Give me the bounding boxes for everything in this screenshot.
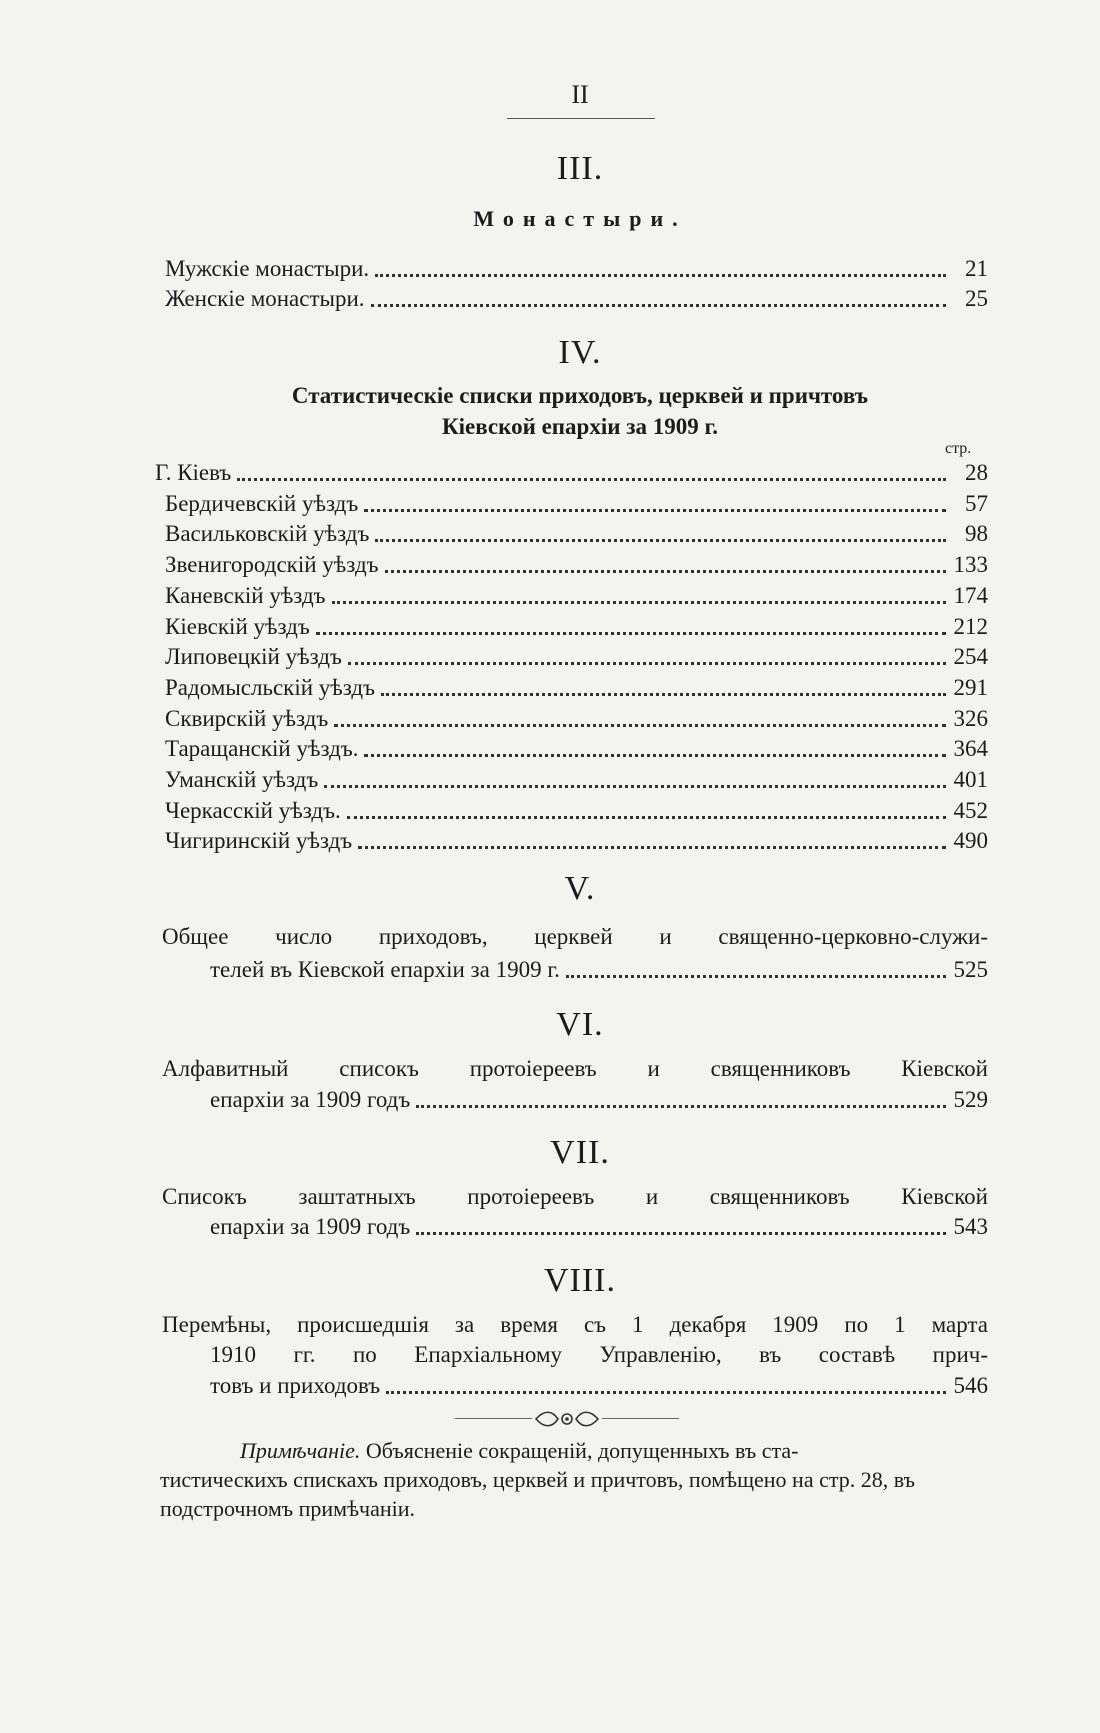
dot-leader — [385, 570, 946, 573]
toc-entry-page: 364 — [953, 736, 988, 761]
toc-entry-page: 174 — [953, 583, 988, 608]
toc-entry[interactable] — [165, 550, 988, 580]
section-viii-line2: 1910 гг. по Епархіальному Управленію, въ составѣ прич- — [210, 1342, 988, 1367]
dot-leader — [334, 724, 946, 727]
toc-entry[interactable] — [165, 489, 988, 519]
section-viii-line1: Перемѣны, происшедшія за время съ 1 декабря 1909 по 1 марта — [162, 1312, 988, 1337]
toc-entry-page: 525 — [953, 957, 988, 982]
section-iv-heading-line1: Статистическіе списки приходовъ, церквей и причтовъ — [291, 383, 869, 408]
section-iv-numeral: IV. — [558, 334, 602, 371]
toc-entry-page: 452 — [953, 798, 988, 823]
toc-entry-label: Липовецкій уѣздъ — [165, 644, 342, 669]
ornament-icon — [532, 1408, 602, 1430]
dot-leader — [332, 601, 946, 604]
section-viii-numeral: VIII. — [543, 1262, 617, 1299]
toc-entry-label: Сквирскій уѣздъ — [165, 706, 329, 731]
dot-leader — [375, 539, 946, 542]
footnote-first-line — [240, 1436, 990, 1465]
section-vii-line1: Списокъ заштатныхъ протоіереевъ и священниковъ Кіевской — [162, 1184, 988, 1209]
toc-entry[interactable] — [165, 642, 988, 672]
toc-entry-label: епархіи за 1909 годъ — [210, 1214, 411, 1239]
dot-leader — [371, 304, 946, 307]
dot-leader — [364, 754, 946, 757]
toc-entry-label: Кіевскій уѣздъ — [165, 614, 310, 639]
dot-leader — [348, 662, 946, 665]
section-vi-line1: Алфавитный списокъ протоіереевъ и священниковъ Кіевской — [162, 1056, 988, 1081]
dot-leader — [347, 816, 946, 819]
toc-entry-page: 28 — [965, 460, 988, 485]
toc-entry-page: 490 — [953, 828, 988, 853]
section-v-line1: Общее число приходовъ, церквей и священно-церковно-служи- — [162, 924, 988, 949]
toc-entry-page: 133 — [953, 552, 988, 577]
section-vii-numeral: VII. — [550, 1134, 610, 1171]
header-rule — [507, 118, 655, 119]
toc-entry-label: епархіи за 1909 годъ — [210, 1087, 411, 1112]
toc-entry[interactable] — [165, 673, 988, 703]
toc-entry[interactable] — [165, 254, 988, 284]
toc-entry-page: 401 — [953, 767, 988, 792]
dot-leader — [364, 509, 946, 512]
toc-entry-page: 546 — [953, 1373, 988, 1398]
toc-entry-label: Таращанскій уѣздъ. — [165, 736, 359, 761]
toc-entry-page: 254 — [953, 644, 988, 669]
footnote-text-first: Объясненіе сокращеній, допущенныхъ въ ста- — [365, 1438, 799, 1463]
toc-entry-label: Уманскій уѣздъ — [165, 767, 319, 792]
dot-leader — [316, 632, 946, 635]
dot-leader — [237, 478, 946, 481]
toc-entry-page: 326 — [953, 706, 988, 731]
dot-leader — [358, 846, 946, 849]
section-v-numeral: V. — [564, 870, 596, 907]
toc-entry-label: Мужскіе монастыри. — [165, 256, 370, 281]
toc-entry-label: Бердичевскій уѣздъ — [165, 491, 359, 516]
dot-leader — [386, 1391, 946, 1394]
section-iv-heading-line2: Кіевской епархіи за 1909 г. — [441, 414, 719, 439]
toc-entry-label: Чигиринскій уѣздъ — [165, 828, 353, 853]
toc-entry[interactable] — [210, 1212, 988, 1242]
toc-entry-page: 529 — [953, 1087, 988, 1112]
toc-entry-label: телей въ Кіевской епархіи за 1909 г. — [210, 957, 560, 982]
toc-entry[interactable] — [165, 519, 988, 549]
dot-leader — [566, 975, 946, 978]
toc-entry[interactable] — [165, 796, 988, 826]
toc-entry-label: Васильковскій уѣздъ — [165, 521, 370, 546]
toc-entry-label: Звенигородскій уѣздъ — [165, 552, 379, 577]
footnote-text-rest: тистическихъ спискахъ приходовъ, церквей и причтовъ, помѣщено на стр. 28, въ подстрочномъ примѣчаніи. — [160, 1467, 915, 1521]
toc-entry-page: 291 — [953, 675, 988, 700]
toc-entry[interactable] — [165, 826, 988, 856]
toc-entry[interactable] — [155, 458, 988, 488]
section-vi-numeral: VI. — [556, 1006, 604, 1043]
toc-entry[interactable] — [210, 1085, 988, 1115]
toc-entry[interactable] — [165, 612, 988, 642]
toc-entry-label: Женскіе монастыри. — [165, 286, 365, 311]
section-iii-heading: Монастыри. — [473, 206, 687, 231]
footnote-label: Примѣчаніе. — [240, 1438, 361, 1463]
toc-entry[interactable] — [165, 284, 988, 314]
dot-leader — [324, 785, 946, 788]
toc-entry-label: Г. Кіевъ — [155, 460, 232, 485]
toc-entry-page: 21 — [965, 256, 988, 281]
toc-entry-page: 25 — [965, 286, 988, 311]
toc-entry-label: товъ и приходовъ — [210, 1373, 381, 1398]
toc-entry-page: 543 — [953, 1214, 988, 1239]
toc-entry[interactable] — [165, 581, 988, 611]
toc-entry[interactable] — [210, 1371, 988, 1401]
page-number: II — [571, 80, 589, 109]
toc-entry-label: Черкасскій уѣздъ. — [165, 798, 341, 823]
toc-entry[interactable] — [210, 955, 988, 985]
dot-leader — [381, 693, 946, 696]
toc-entry-page: 212 — [953, 614, 988, 639]
toc-entry-label: Радомысльскій уѣздъ — [165, 675, 376, 700]
dot-leader — [416, 1232, 946, 1235]
toc-entry[interactable] — [165, 765, 988, 795]
toc-entry-label: Каневскій уѣздъ — [165, 583, 326, 608]
dot-leader — [416, 1105, 946, 1108]
toc-entry-page: 57 — [965, 491, 988, 516]
dot-leader — [375, 274, 946, 277]
toc-entry-page: 98 — [965, 521, 988, 546]
toc-entry[interactable] — [165, 704, 988, 734]
section-iii-numeral: III. — [556, 150, 604, 187]
page-column-label: стр. — [945, 440, 972, 457]
toc-entry[interactable] — [165, 734, 988, 764]
